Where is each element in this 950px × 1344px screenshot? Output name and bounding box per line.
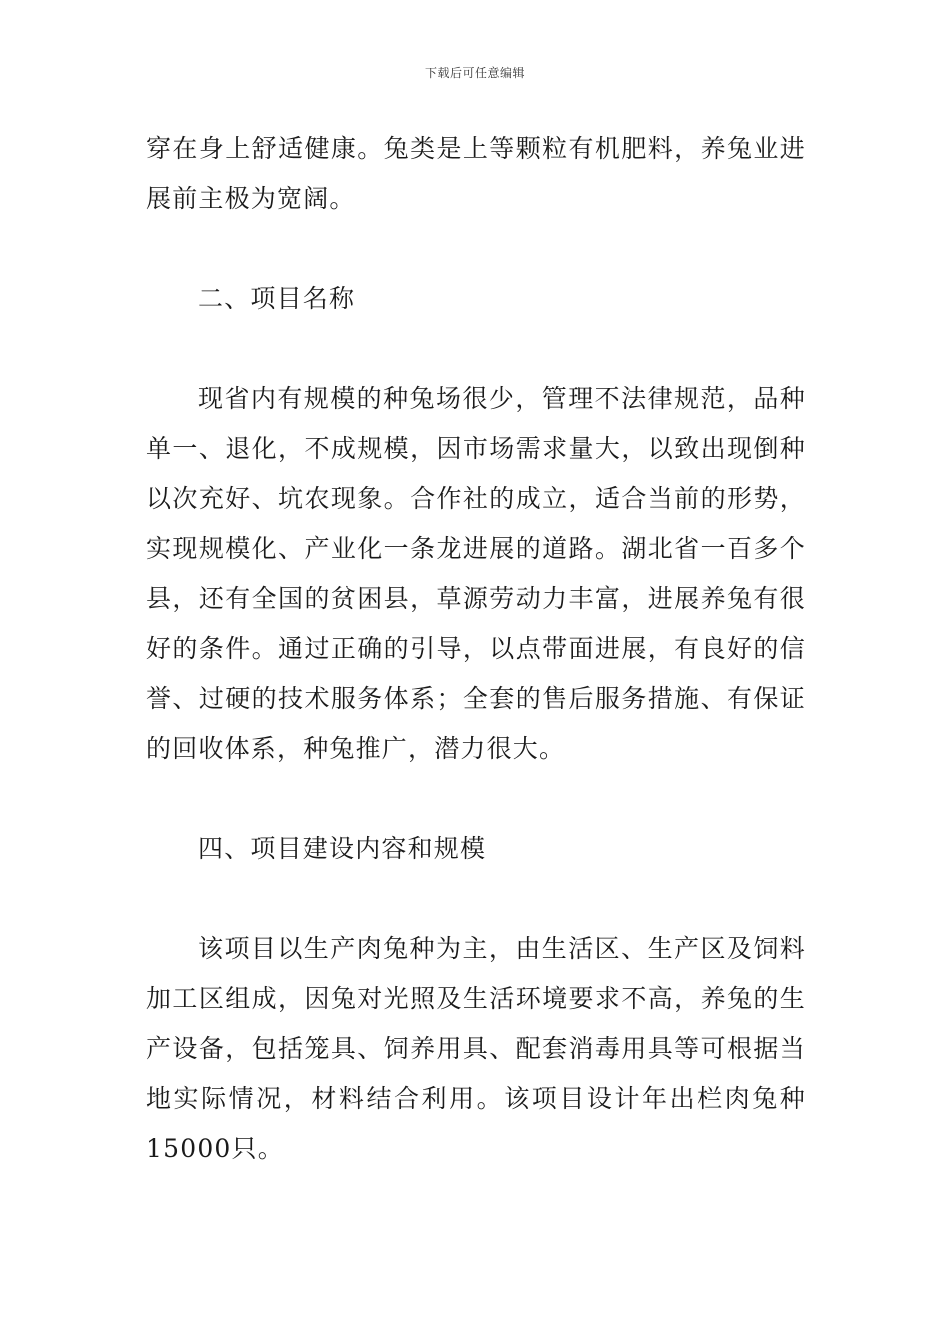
spacer xyxy=(146,224,806,274)
document-body xyxy=(146,124,806,1174)
intro-paragraph: 穿在身上舒适健康。兔类是上等颗粒有机肥料，养兔业进展前主极为宽阔。 xyxy=(146,134,806,213)
page-header: 下载后可任意编辑 xyxy=(424,66,525,80)
project-name-paragraph: 现省内有规模的种兔场很少，管理不法律规范，品种单一、退化，不成规模，因市场需求量大，以致出现倒种以次充好、坑农现象。合作社的成立，适合当前的形势，实现规模化、产业化一条龙进展的道路。湖北省一百多个县，还有全国的贫困县，草源劳动力丰富，进展养兔有很好的条件。通过正确的引导，以点带面进展，有良好的信誉、过硬的技术服务体系；全套的售后服务措施、有保证的回收体系，种兔推广，潜力很大。 xyxy=(146,384,806,763)
spacer xyxy=(146,324,806,374)
section-heading-project-name: 二、项目名称 xyxy=(198,284,356,313)
spacer xyxy=(146,874,806,924)
construction-paragraph: 该项目以生产肉兔种为主，由生活区、生产区及饲料加工区组成，因兔对光照及生活环境要求不高，养兔的生产设备，包括笼具、饲养用具、配套消毒用具等可根据当地实际情况，材料结合利用。该项目设计年出栏肉兔种15000只。 xyxy=(146,934,806,1163)
spacer xyxy=(146,774,806,824)
section-heading-construction: 四、项目建设内容和规模 xyxy=(198,834,487,863)
